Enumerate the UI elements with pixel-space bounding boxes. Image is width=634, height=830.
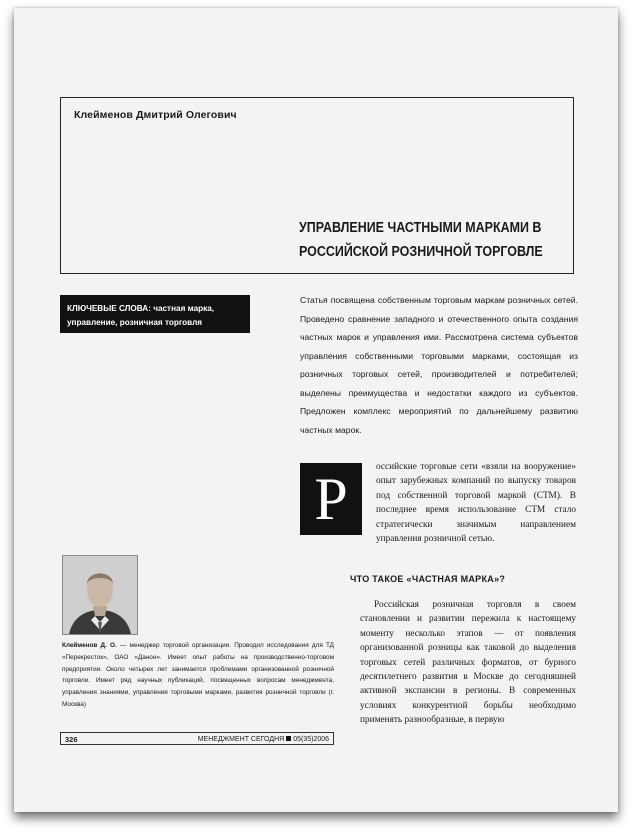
- title-line-2: РОССИЙСКОЙ РОЗНИЧНОЙ ТОРГОВЛЕ: [299, 244, 543, 260]
- title-line-1: УПРАВЛЕНИЕ ЧАСТНЫМИ МАРКАМИ В: [299, 220, 542, 236]
- section-heading: ЧТО ТАКОЕ «ЧАСТНАЯ МАРКА»?: [350, 574, 506, 584]
- abstract: Статья посвящена собственным торговым маркам розничных сетей. Проведено сравнение западного и отечественного опыта создания частных марок и управления ими. Рассмотрена система субъектов управления собственными торговыми марками, состоящая из розничных торговых сетей, производителей и потребителей; выделены преимущества и недостатки каждого из субъектов. Предложен комплекс мероприятий по дальнейшему развитию частных марок.: [300, 295, 578, 435]
- bio-name: Клейменов Д. О.: [62, 642, 117, 649]
- intro-text: оссийские торговые сети «взяли на вооружение» опыт зарубежных компаний по выпуску товаров под собственной торговой маркой (СТМ). В последнее время использование СТМ стало стратегически значимым направлением управления розничной сетью.: [376, 462, 576, 545]
- square-bullet-icon: [286, 736, 291, 741]
- page-number: 326: [65, 735, 78, 744]
- portrait-image: [63, 556, 137, 634]
- issue-number: 05(35)2006: [293, 736, 329, 743]
- drop-cap: Р: [300, 463, 362, 535]
- keywords-box: КЛЮЧЕВЫЕ СЛОВА: частная марка, управление, розничная торговля: [60, 295, 250, 333]
- magazine-info: [198, 733, 329, 746]
- page-footer: [60, 732, 334, 745]
- intro-paragraph: [376, 460, 576, 546]
- magazine-name: МЕНЕДЖМЕНТ СЕГОДНЯ: [197, 736, 285, 743]
- body-paragraph: Российская розничная торговля в своем становлении и развитии пережила к настоящему моменту несколько этапов — от появления организованной розницы как таковой до выделения торговых сетей различных форматов, от бурного десятилетнего развития в Москве до сегодняшней активной экспансии в регионы. В современных условиях конкурентной борьбы необходимо применять разнообразные, в первую: [360, 600, 576, 726]
- author-name: Клейменов Дмитрий Олегович: [74, 109, 237, 121]
- article-title: [299, 216, 543, 264]
- author-photo: [62, 555, 138, 635]
- author-bio: [62, 640, 334, 711]
- journal-page: [14, 8, 618, 812]
- bio-text: — менеджер торговой организации. Проводил исследования для ТД «Перекресток», ОАО «Данон». Имеет опыт работы на производственно-торговом предприятии. Около четырех лет занимается проблемами организованной розничной торговли. Имеет ряд научных публикаций, посвященных вопросам менеджмента, управления знаниями, управления торговыми марками, развития розничной торговли (г. Москва): [62, 642, 334, 708]
- title-frame: [60, 97, 574, 274]
